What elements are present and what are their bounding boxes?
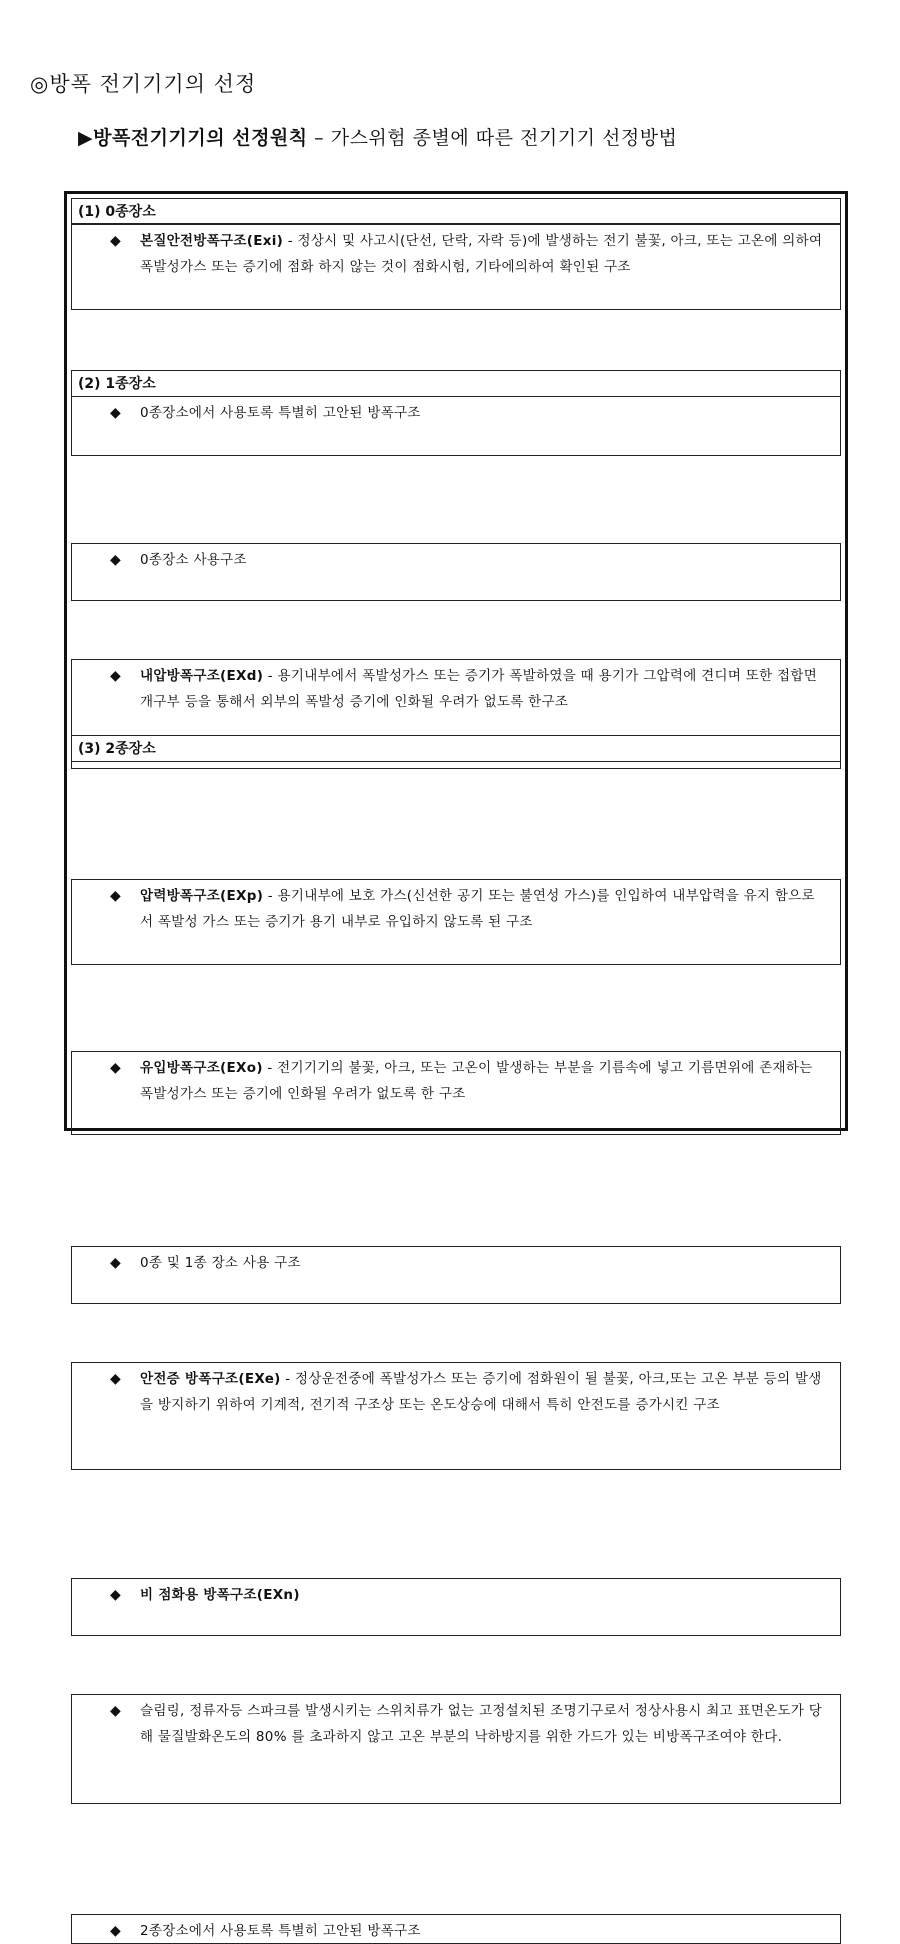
item-text: 2종장소에서 사용토록 특별히 고안된 방폭구조 <box>140 1923 421 1939</box>
diamond-bullet-icon: ◆ <box>110 1923 122 1939</box>
item-text: - 용기내부에 보호 가스(신선한 공기 또는 불연성 가스)를 인입하여 내부압력을 유지 함으로서 폭발성 가스 또는 증기가 용기 내부로 유입하지 않도록 된 구조 <box>140 888 815 930</box>
diamond-bullet-icon: ◆ <box>110 668 122 684</box>
item-bold-label: 비 점화용 방폭구조(EXn) <box>140 1587 300 1603</box>
item-text: - 전기기기의 불꽃, 아크, 또는 고온이 발생하는 부분을 기름속에 넣고 기름면위에 존재하는 폭발성가스 또는 증기에 인화될 우려가 없도록 한 구조 <box>140 1060 813 1102</box>
diamond-bullet-icon: ◆ <box>110 1703 122 1719</box>
list-item <box>71 1362 841 1470</box>
item-text: - 정상시 및 사고시(단선, 단락, 자락 등)에 발생하는 전기 불꽃, 아크, 또는 고온에 의하여 폭발성가스 또는 증기에 점화 하지 않는 것이 점화시험, 기타에의하여 확인된 구조 <box>140 233 823 275</box>
diamond-bullet-icon: ◆ <box>110 405 122 421</box>
item-bold-label: 안전증 방폭구조(EXe) <box>140 1371 281 1387</box>
item-text: 0종장소에서 사용토록 특별히 고안된 방폭구조 <box>140 405 421 421</box>
page-title: ◎방폭 전기기기의 선정 <box>30 72 257 96</box>
item-text: 0종장소 사용구조 <box>140 552 247 568</box>
item-bold-label: 유입방폭구조(EXo) <box>140 1060 263 1076</box>
item-bold-label: 내압방폭구조(EXd) <box>140 668 264 684</box>
list-item <box>71 396 841 456</box>
list-item <box>71 1051 841 1135</box>
diamond-bullet-icon: ◆ <box>110 1587 122 1603</box>
list-item <box>71 1578 841 1636</box>
list-item <box>71 879 841 965</box>
diamond-bullet-icon: ◆ <box>110 233 122 249</box>
item-text: - 용기내부에서 폭발성가스 또는 증기가 폭발하였을 때 용기가 그압력에 견디며 또한 접합면 개구부 등을 통해서 외부의 폭발성 증기에 인화될 우려가 없도록 한구조 <box>140 668 818 710</box>
section-heading-zone0: (1) 0종장소 <box>71 198 841 224</box>
section-heading-zone2: (3) 2종장소 <box>71 735 841 762</box>
diamond-bullet-icon: ◆ <box>110 552 122 568</box>
item-text: - 정상운전중에 폭발성가스 또는 증기에 점화원이 될 불꽃, 아크,또는 고온 부분 등의 발생을 방지하기 위하여 기계적, 전기적 구조상 또는 온도상승에 대해서 특히 안전도를 증가시킨 구조 <box>140 1371 822 1413</box>
subtitle-marker: ▶ <box>78 127 94 149</box>
diamond-bullet-icon: ◆ <box>110 1060 122 1076</box>
list-item <box>71 543 841 601</box>
subtitle-rest: – 가스위험 종별에 따른 전기기기 선정방법 <box>307 127 678 149</box>
content-table <box>64 191 848 1939</box>
subtitle-bold: 방폭전기기기의 선정원칙 <box>93 127 308 149</box>
item-bold-label: 본질안전방폭구조(Exi) <box>140 233 284 249</box>
subtitle <box>78 123 677 150</box>
list-item <box>71 1694 841 1804</box>
diamond-bullet-icon: ◆ <box>110 1255 122 1271</box>
list-item <box>71 1246 841 1304</box>
list-item <box>71 1914 841 1944</box>
diamond-bullet-icon: ◆ <box>110 1371 122 1387</box>
item-bold-label: 압력방폭구조(EXp) <box>140 888 264 904</box>
item-text: 슬림링, 정류자등 스파크를 발생시키는 스위치류가 없는 고정설치된 조명기구로서 정상사용시 최고 표면온도가 당해 물질발화온도의 80% 를 초과하지 않고 고온 부분의 낙하방지를 위한 가드가 있는 비방폭구조여야 한다. <box>140 1703 823 1745</box>
list-item <box>71 224 841 310</box>
item-text: 0종 및 1종 장소 사용 구조 <box>140 1255 301 1271</box>
section-heading-zone1: (2) 1종장소 <box>71 370 841 397</box>
diamond-bullet-icon: ◆ <box>110 888 122 904</box>
